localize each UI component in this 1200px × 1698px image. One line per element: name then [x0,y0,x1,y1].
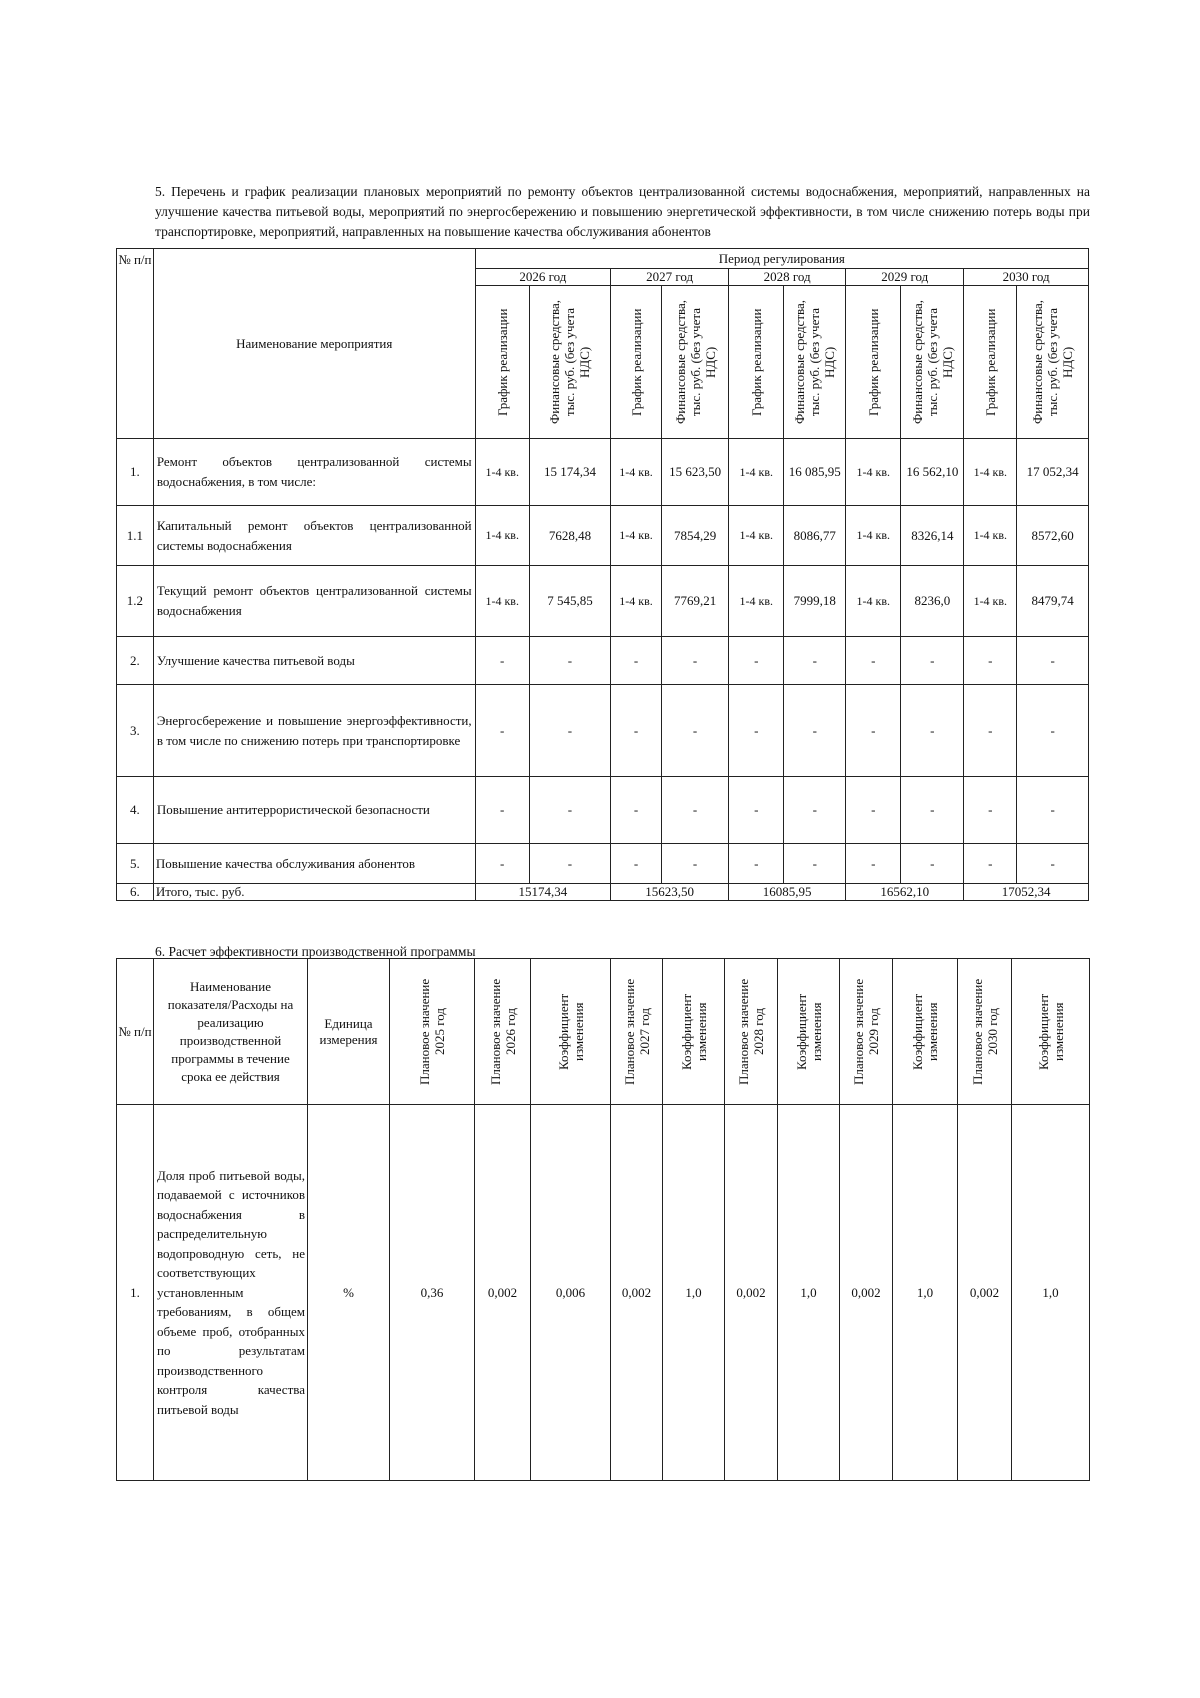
cell: - [846,685,901,777]
cell: - [901,637,964,685]
cell: 7999,18 [784,566,846,637]
year-header: 2027 год [611,269,729,286]
cell: - [611,777,662,844]
cell: 1-4 кв. [964,439,1017,506]
cell: 1-4 кв. [964,566,1017,637]
cell: 0,002 [611,1105,663,1481]
year-header: 2029 год [846,269,964,286]
col-header-plan-2029: Плановое значение 2029 год [840,959,893,1105]
cell: 8236,0 [901,566,964,637]
cell: 1-4 кв. [729,566,784,637]
cell: 0,002 [475,1105,531,1481]
cell: - [1017,637,1089,685]
cell: - [964,637,1017,685]
row-name: Повышение качества обслуживания абонентов [153,844,475,884]
cell: 15 174,34 [529,439,610,506]
year-header: 2030 год [964,269,1089,286]
sub-header-finance: Финансовые средства, тыс. руб. (без учета НДС) [1017,286,1089,439]
cell: - [901,685,964,777]
cell: - [846,637,901,685]
total-cell: 15174,34 [475,884,610,901]
cell: - [846,777,901,844]
cell: - [729,844,784,884]
cell: 1,0 [663,1105,725,1481]
col-header-coef: Коэффициент изменения [893,959,958,1105]
cell: 7769,21 [662,566,729,637]
cell: - [475,777,529,844]
col-header-plan-2026: Плановое значение 2026 год [475,959,531,1105]
cell: 0,006 [531,1105,611,1481]
sub-header-schedule: График реализации [729,286,784,439]
table-row [117,637,1089,685]
cell: 7 545,85 [529,566,610,637]
cell: - [784,844,846,884]
cell: - [529,685,610,777]
cell: - [529,844,610,884]
cell: 1-4 кв. [846,506,901,566]
cell: - [475,637,529,685]
sub-header-schedule: График реализации [611,286,662,439]
total-row [117,884,1089,901]
sub-header-finance: Финансовые средства, тыс. руб. (без учета НДС) [529,286,610,439]
row-num: 5. [117,844,154,884]
col-header-coef: Коэффициент изменения [1012,959,1090,1105]
row-num: 3. [117,685,154,777]
cell: 1-4 кв. [611,566,662,637]
row-name: Итого, тыс. руб. [153,884,475,901]
cell: 1-4 кв. [729,439,784,506]
cell: 15 623,50 [662,439,729,506]
cell: 0,36 [390,1105,475,1481]
cell: - [901,777,964,844]
cell: - [1017,777,1089,844]
cell: 1-4 кв. [475,506,529,566]
cell: 7854,29 [662,506,729,566]
cell: - [964,777,1017,844]
cell: 8326,14 [901,506,964,566]
cell: - [662,637,729,685]
cell: 16 562,10 [901,439,964,506]
cell: 8086,77 [784,506,846,566]
cell: 8572,60 [1017,506,1089,566]
col-header-name: Наименование мероприятия [153,249,475,439]
cell: 1-4 кв. [611,439,662,506]
row-num: 1. [117,1105,154,1481]
cell: - [729,637,784,685]
cell: - [475,844,529,884]
row-name: Повышение антитеррористической безопасности [153,777,475,844]
total-cell: 15623,50 [611,884,729,901]
cell: - [784,685,846,777]
sub-header-finance: Финансовые средства, тыс. руб. (без учета НДС) [662,286,729,439]
sub-header-finance: Финансовые средства, тыс. руб. (без учета НДС) [784,286,846,439]
cell: - [1017,844,1089,884]
sub-header-schedule: График реализации [846,286,901,439]
row-name: Улучшение качества питьевой воды [153,637,475,685]
year-header: 2026 год [475,269,610,286]
cell: 1-4 кв. [729,506,784,566]
table-row [117,439,1089,506]
table-row [117,1105,1090,1481]
col-header-coef: Коэффициент изменения [663,959,725,1105]
row-name: Ремонт объектов централизованной системы водоснабжения, в том числе: [153,439,475,506]
total-cell: 16562,10 [846,884,964,901]
row-num: 4. [117,777,154,844]
table-row [117,566,1089,637]
col-header-num: № п/п [117,959,154,1105]
col-header-plan-2025: Плановое значение 2025 год [390,959,475,1105]
cell: 1-4 кв. [964,506,1017,566]
cell: - [1017,685,1089,777]
sub-header-finance: Финансовые средства, тыс. руб. (без учета НДС) [901,286,964,439]
cell: 0,002 [958,1105,1012,1481]
col-header-coef: Коэффициент изменения [778,959,840,1105]
cell: 1-4 кв. [846,566,901,637]
cell: - [529,637,610,685]
section5-heading: 5. Перечень и график реализации плановых мероприятий по ремонту объектов централизованной системы водоснабжения, мероприятий, направленных на улучшение качества питьевой воды, мероприятий по энергосбережению и повышению энергетической эффективности, в том числе снижению потерь воды при транспортировке, мероприятий, направленных на повышение качества обслуживания абонентов [155,184,1090,239]
cell: 1,0 [1012,1105,1090,1481]
cell: - [529,777,610,844]
row-num: 2. [117,637,154,685]
row-name: Доля проб питьевой воды, подаваемой с источников водоснабжения в распределительную водопроводную сеть, не соответствующих установленным требованиям, в общем объеме проб, отобранных по результатам производственного контроля качества питьевой воды [154,1105,308,1481]
cell: - [901,844,964,884]
cell: - [611,637,662,685]
col-header-plan-2030: Плановое значение 2030 год [958,959,1012,1105]
table-row [117,685,1089,777]
row-num: 1.2 [117,566,154,637]
cell: 17 052,34 [1017,439,1089,506]
table-row [117,844,1089,884]
row-name: Энергосбережение и повышение энергоэффективности, в том числе по снижению потерь при транспортировке [153,685,475,777]
col-header-plan-2027: Плановое значение 2027 год [611,959,663,1105]
col-header-name: Наименование показателя/Расходы на реализацию производственной программы в течение срока ее действия [154,959,308,1105]
cell: - [662,685,729,777]
year-header: 2028 год [729,269,846,286]
col-header-plan-2028: Плановое значение 2028 год [725,959,778,1105]
cell: 0,002 [840,1105,893,1481]
sub-header-schedule: График реализации [964,286,1017,439]
cell: 16 085,95 [784,439,846,506]
period-header: Период регулирования [475,249,1088,269]
row-num: 1.1 [117,506,154,566]
activities-table [116,248,1089,901]
cell: - [611,685,662,777]
cell: - [475,685,529,777]
cell: 1-4 кв. [475,439,529,506]
cell: 1-4 кв. [611,506,662,566]
cell: - [846,844,901,884]
col-header-coef: Коэффициент изменения [531,959,611,1105]
cell: 1,0 [778,1105,840,1481]
total-cell: 17052,34 [964,884,1089,901]
cell: - [784,637,846,685]
cell: - [964,685,1017,777]
cell: - [784,777,846,844]
cell: 0,002 [725,1105,778,1481]
row-unit: % [308,1105,390,1481]
sub-header-schedule: График реализации [475,286,529,439]
cell: - [729,685,784,777]
col-header-unit: Единица измерения [308,959,390,1105]
cell: 1-4 кв. [846,439,901,506]
cell: - [662,777,729,844]
col-header-num: № п/п [117,249,154,439]
cell: - [611,844,662,884]
cell: 1-4 кв. [475,566,529,637]
cell: - [729,777,784,844]
efficiency-table [116,958,1090,1481]
table-row [117,777,1089,844]
cell: - [662,844,729,884]
row-num: 6. [117,884,154,901]
cell: 7628,48 [529,506,610,566]
cell: 1,0 [893,1105,958,1481]
row-name: Текущий ремонт объектов централизованной системы водоснабжения [153,566,475,637]
row-name: Капитальный ремонт объектов централизованной системы водоснабжения [153,506,475,566]
total-cell: 16085,95 [729,884,846,901]
cell: 8479,74 [1017,566,1089,637]
row-num: 1. [117,439,154,506]
table-row [117,506,1089,566]
section6-heading: 6. Расчет эффективности производственной программы [155,944,476,959]
cell: - [964,844,1017,884]
